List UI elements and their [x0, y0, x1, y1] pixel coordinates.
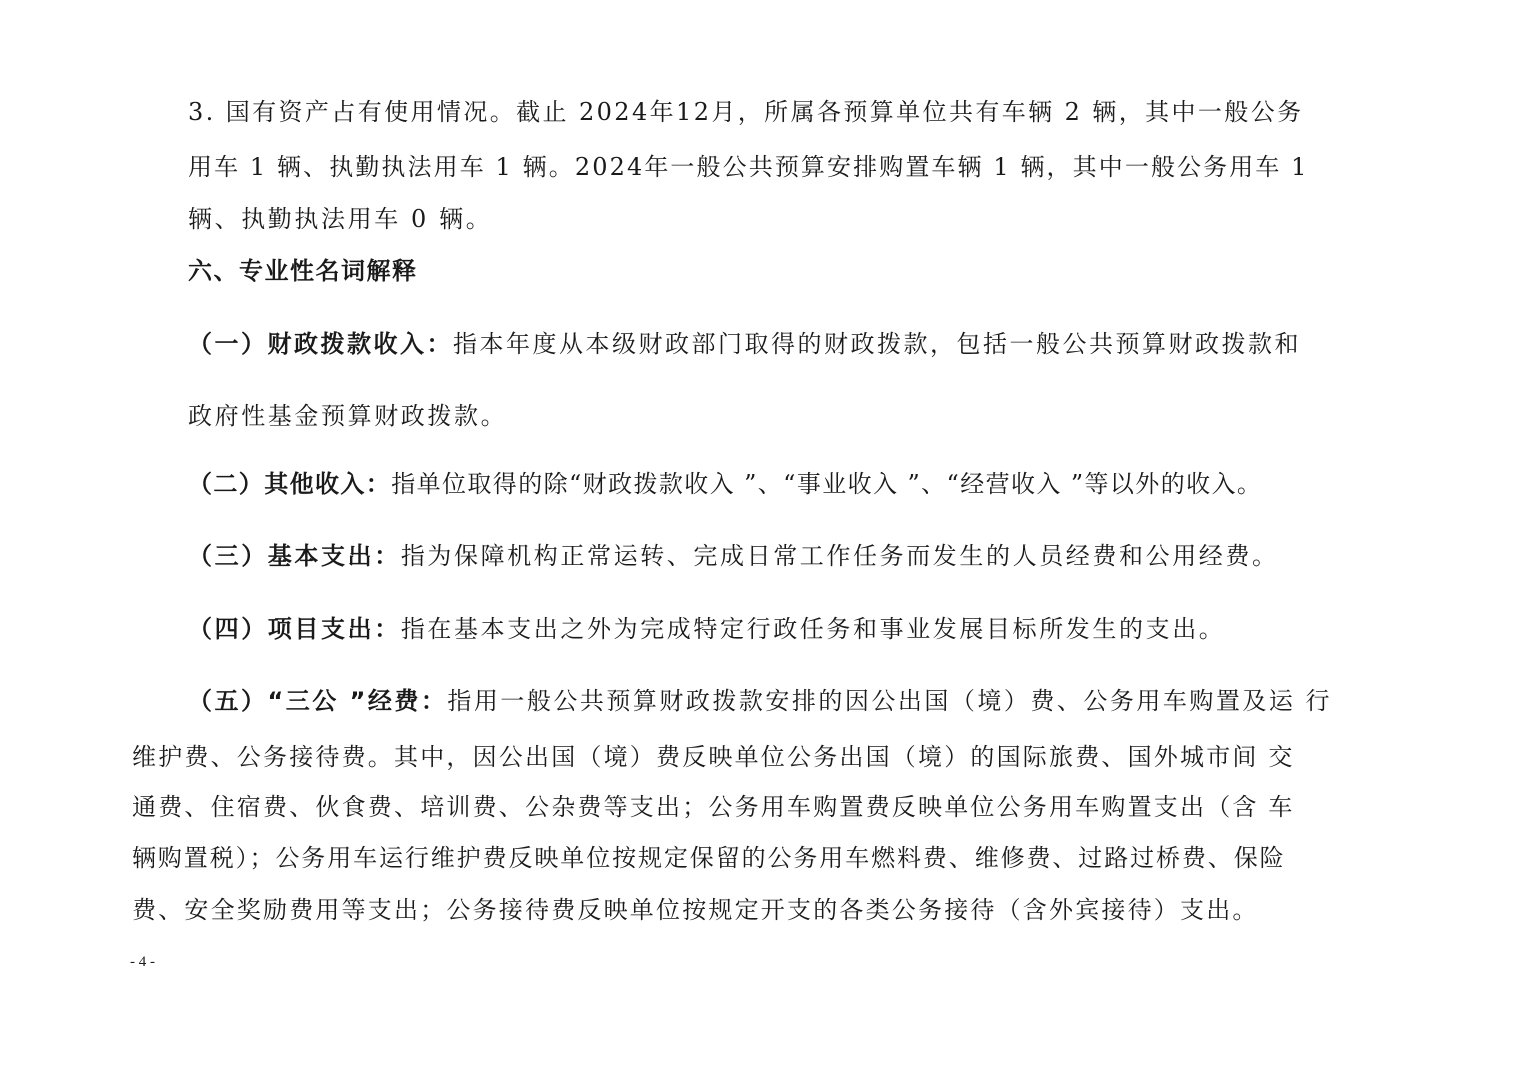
term5-text: 指用一般公共预算财政拨款安排的因公出国（境）费、公务用车购置及运 行 — [447, 687, 1333, 715]
term5-line5: 费、安全奖励费用等支出；公务接待费反映单位按规定开支的各类公务接待（含外宾接待）支出。 — [132, 896, 1259, 924]
term5-line4: 辆购置税）；公务用车运行维护费反映单位按规定保留的公务用车燃料费、维修费、过路过桥费、保险 — [132, 844, 1286, 872]
section3-line3: 辆、执勤执法用车 0 辆。 — [188, 205, 493, 233]
term1-label: （一）财政拨款收入： — [188, 330, 453, 358]
term2-text: 指单位取得的除“财政拨款收入 ”、“事业收入 ”、“经营收入 ”等以外的收入。 — [391, 470, 1263, 498]
term5-label: （五）“三公 ”经费： — [188, 687, 448, 715]
term4-text: 指在基本支出之外为完成特定行政任务和事业发展目标所发生的支出。 — [400, 615, 1226, 643]
term4-paragraph — [188, 614, 1225, 644]
term3-label: （三）基本支出： — [188, 542, 401, 570]
term3-text: 指为保障机构正常运转、完成日常工作任务而发生的人员经费和公用经费。 — [400, 542, 1279, 570]
term5-paragraph-line1 — [188, 686, 1332, 716]
term5-line3: 通费、住宿费、伙食费、培训费、公杂费等支出；公务用车购置费反映单位公务用车购置支出（含 车 — [132, 793, 1295, 821]
term1-text: 指本年度从本级财政部门取得的财政拨款，包括一般公共预算财政拨款和 — [453, 330, 1301, 358]
term1-line2: 政府性基金预算财政拨款。 — [188, 402, 508, 430]
term3-paragraph — [188, 541, 1279, 571]
page-number: - 4 - — [130, 954, 155, 970]
section6-heading: 六、专业性名词解释 — [188, 257, 418, 285]
section3-line1: 3. 国有资产占有使用情况。截止 2024年12月，所属各预算单位共有车辆 2 辆，其中一般公务 — [188, 98, 1304, 126]
term5-line2: 维护费、公务接待费。其中，因公出国（境）费反映单位公务出国（境）的国际旅费、国外城市间 交 — [132, 743, 1295, 771]
term2-label: （二）其他收入： — [188, 470, 392, 498]
term2-paragraph — [188, 469, 1262, 499]
term4-label: （四）项目支出： — [188, 615, 401, 643]
section3-line2: 用车 1 辆、执勤执法用车 1 辆。2024年一般公共预算安排购置车辆 1 辆，其中一般公务用车 1 — [188, 153, 1309, 181]
term1-paragraph-line1 — [188, 329, 1301, 359]
